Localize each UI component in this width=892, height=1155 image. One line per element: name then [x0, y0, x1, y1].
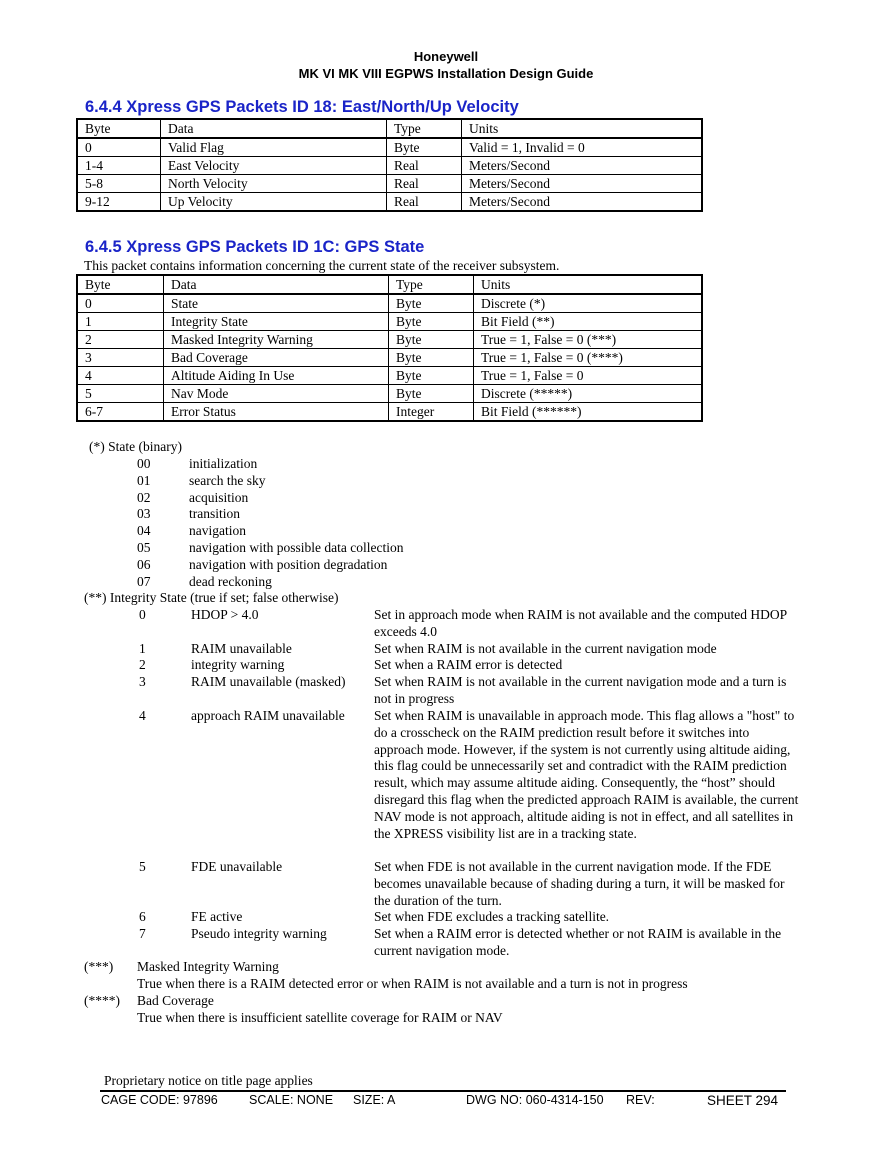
table-cell: Byte: [389, 349, 474, 367]
table-cell: Nav Mode: [164, 385, 389, 403]
state-note-title: (*) State (binary): [89, 439, 182, 454]
coverage-note-marker: (****): [84, 993, 120, 1008]
state-label: navigation: [189, 523, 246, 539]
table-cell: True = 1, False = 0 (***): [474, 331, 702, 349]
table-row: [78, 193, 702, 211]
integrity-description: Set when FDE is not available in the current navigation mode. If the FDE becomes unavailable because of shading during a turn, it will be masked for the duration of the turn.: [374, 859, 785, 908]
coverage-note-text: True when there is insufficient satellite coverage for RAIM or NAV: [137, 1010, 503, 1025]
scale: SCALE: NONE: [249, 1093, 334, 1107]
table-cell: East Velocity: [161, 157, 387, 175]
table-header-row: [78, 276, 702, 295]
table-cell: 2: [78, 331, 164, 349]
integrity-bit: 4: [139, 708, 146, 723]
gps-state-table: [77, 275, 702, 421]
integrity-bit: 6: [139, 909, 146, 924]
table-cell: Real: [387, 157, 462, 175]
table-cell: Meters/Second: [462, 157, 702, 175]
integrity-bit: 0: [139, 607, 146, 622]
table-cell: Meters/Second: [462, 193, 702, 211]
table-cell: 0: [78, 138, 161, 157]
integrity-description: Set when RAIM is not available in the current navigation mode and a turn is not in progress: [374, 674, 787, 706]
revision: REV:: [626, 1093, 655, 1107]
integrity-description: Set when a RAIM error is detected whether or not RAIM is available in the current navigation mode.: [374, 926, 782, 958]
section-heading-6-4-5: 6.4.5 Xpress GPS Packets ID 1C: GPS State: [85, 238, 425, 256]
table-cell: 3: [78, 349, 164, 367]
table-row: [78, 331, 702, 349]
table-cell: Up Velocity: [161, 193, 387, 211]
table-cell: Byte: [387, 138, 462, 157]
table-cell: 6-7: [78, 403, 164, 421]
table-row: [78, 138, 702, 157]
table-header-cell: Units: [474, 276, 702, 295]
state-label: search the sky: [189, 472, 266, 488]
table-cell: 1: [78, 313, 164, 331]
table-cell: 1-4: [78, 157, 161, 175]
table-cell: Integrity State: [164, 313, 389, 331]
integrity-name: approach RAIM unavailable: [191, 708, 345, 723]
table-cell: State: [164, 294, 389, 313]
table-cell: Discrete (*****): [474, 385, 702, 403]
sheet-number: SHEET 294: [707, 1093, 779, 1108]
table-cell: Altitude Aiding In Use: [164, 367, 389, 385]
table-cell: Bad Coverage: [164, 349, 389, 367]
table-header-cell: Type: [387, 120, 462, 139]
state-label: initialization: [189, 456, 258, 471]
table-cell: 9-12: [78, 193, 161, 211]
document-title: MK VI MK VIII EGPWS Installation Design Guide: [298, 66, 594, 81]
integrity-bit: 3: [139, 674, 146, 689]
integrity-description: Set when RAIM is unavailable in approach mode. This flag allows a "host" to do a crosscheck on the RAIM prediction result before it switches into approach mode. However, if the system is not currently using altitude aiding, this flag could be unnecessarily set and contradict with the RAIM prediction result, which may assume altitude aiding. Consequently, the “host” should disregard this flag when the predicted approach RAIM is available, the current NAV mode is not approach, altitude aiding is not in effect, and all satellites in the XPRESS visibility list are in a tracking state.: [374, 708, 799, 841]
footer-rule: [100, 1090, 786, 1092]
state-code: 06: [137, 556, 151, 572]
drawing-number: DWG NO: 060-4314-150: [466, 1093, 604, 1107]
table-header-cell: Data: [161, 120, 387, 139]
table-row: [78, 367, 702, 385]
table-cell: Error Status: [164, 403, 389, 421]
table-cell: Bit Field (**): [474, 313, 702, 331]
integrity-name: FDE unavailable: [191, 859, 283, 874]
table-header-cell: Byte: [78, 120, 161, 139]
integrity-bit: 2: [139, 657, 146, 672]
table-header-cell: Type: [389, 276, 474, 295]
table-cell: North Velocity: [161, 175, 387, 193]
state-label: dead reckoning: [189, 573, 272, 589]
masked-note-title: Masked Integrity Warning: [137, 959, 279, 974]
table-cell: Bit Field (******): [474, 403, 702, 421]
state-code: 04: [137, 523, 151, 539]
velocity-packet-table: [77, 119, 702, 211]
table-cell: True = 1, False = 0 (****): [474, 349, 702, 367]
table-cell: 4: [78, 367, 164, 385]
section-intro: This packet contains information concerning the current state of the receiver subsystem.: [84, 258, 560, 273]
integrity-name: RAIM unavailable (masked): [191, 674, 346, 689]
masked-note-text: True when there is a RAIM detected error or when RAIM is not available and a turn is not in progress: [137, 976, 688, 991]
table-cell: 5: [78, 385, 164, 403]
integrity-note-title: (**) Integrity State (true if set; false otherwise): [84, 590, 339, 605]
table-row: [78, 157, 702, 175]
table-row: [78, 294, 702, 313]
state-label: transition: [189, 506, 240, 522]
integrity-description: Set in approach mode when RAIM is not available and the computed HDOP exceeds 4.0: [374, 607, 787, 639]
table-row: [78, 349, 702, 367]
table-cell: Masked Integrity Warning: [164, 331, 389, 349]
integrity-name: FE active: [191, 909, 243, 924]
masked-note-marker: (***): [84, 959, 114, 974]
table-cell: Discrete (*): [474, 294, 702, 313]
state-code: 01: [137, 472, 151, 488]
table-row: [78, 313, 702, 331]
integrity-bit: 5: [139, 859, 146, 874]
table-row: [78, 175, 702, 193]
proprietary-notice: Proprietary notice on title page applies: [104, 1073, 313, 1088]
state-code: 05: [137, 540, 151, 555]
integrity-bit: 1: [139, 641, 146, 656]
state-code: 02: [137, 489, 151, 505]
state-code: 07: [137, 573, 151, 589]
state-code: 00: [137, 456, 151, 471]
table-cell: Byte: [389, 313, 474, 331]
section-heading-6-4-4: 6.4.4 Xpress GPS Packets ID 18: East/North/Up Velocity: [85, 98, 519, 116]
state-label: navigation with position degradation: [189, 556, 388, 572]
table-cell: Valid Flag: [161, 138, 387, 157]
table-cell: Byte: [389, 367, 474, 385]
table-cell: Meters/Second: [462, 175, 702, 193]
integrity-name: integrity warning: [191, 657, 285, 672]
table-cell: Real: [387, 193, 462, 211]
table-cell: True = 1, False = 0: [474, 367, 702, 385]
table-cell: Byte: [389, 294, 474, 313]
table-header-cell: Data: [164, 276, 389, 295]
company-name: Honeywell: [413, 49, 479, 64]
state-label: acquisition: [189, 489, 249, 505]
table-header-row: [78, 120, 702, 139]
table-cell: Integer: [389, 403, 474, 421]
table-cell: 0: [78, 294, 164, 313]
coverage-note-title: Bad Coverage: [137, 993, 214, 1008]
integrity-bit: 7: [139, 926, 146, 941]
table-cell: Byte: [389, 385, 474, 403]
integrity-name: Pseudo integrity warning: [191, 926, 327, 941]
integrity-description: Set when a RAIM error is detected: [374, 657, 563, 672]
integrity-description: Set when FDE excludes a tracking satellite.: [374, 909, 610, 924]
table-row: [78, 403, 702, 421]
table-row: [78, 385, 702, 403]
table-cell: Real: [387, 175, 462, 193]
table-cell: Byte: [389, 331, 474, 349]
table-cell: 5-8: [78, 175, 161, 193]
table-header-cell: Units: [462, 120, 702, 139]
integrity-description: Set when RAIM is not available in the current navigation mode: [374, 641, 717, 656]
table-cell: Valid = 1, Invalid = 0: [462, 138, 702, 157]
state-code: 03: [137, 506, 151, 522]
table-header-cell: Byte: [78, 276, 164, 295]
integrity-name: RAIM unavailable: [191, 641, 292, 656]
size: SIZE: A: [353, 1093, 396, 1107]
cage-code: CAGE CODE: 97896: [101, 1093, 218, 1107]
state-label: navigation with possible data collection: [189, 540, 404, 555]
integrity-name: HDOP > 4.0: [191, 607, 259, 622]
